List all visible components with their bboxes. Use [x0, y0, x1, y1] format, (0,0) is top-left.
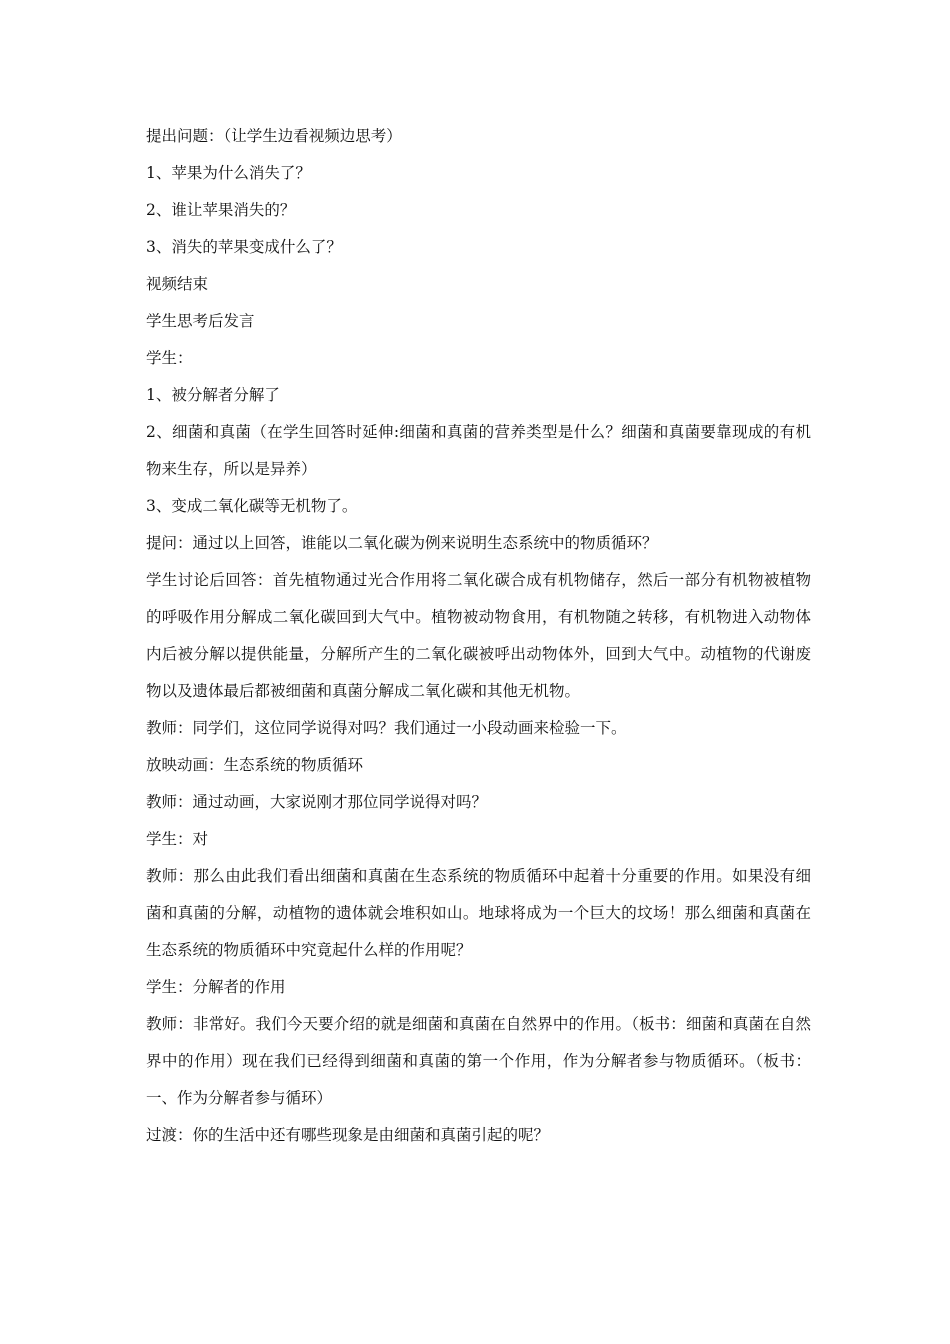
paragraph-question-prompt: 提出问题：（让学生边看视频边思考） [146, 127, 402, 145]
paragraph-question-3: 3、消失的苹果变成什么了？ [146, 238, 342, 256]
paragraph-teacher-ask: 教师：通过动画，大家说刚才那位同学说得对吗？ [146, 793, 488, 811]
paragraph-question-1: 1、苹果为什么消失了？ [146, 164, 311, 182]
paragraph-animation: 放映动画：生态系统的物质循环 [146, 756, 364, 774]
paragraph-answer-2: 2、细菌和真菌（在学生回答时延伸:细菌和真菌的营养类型是什么？细菌和真菌要靠现成的有机物来生存，所以是异养） [146, 423, 811, 478]
paragraph-answer-3: 3、变成二氧化碳等无机物了。 [146, 497, 358, 515]
paragraph-student-think: 学生思考后发言 [146, 312, 255, 330]
paragraph-student-role: 学生：分解者的作用 [146, 978, 286, 996]
paragraph-teacher-check: 教师：同学们，这位同学说得对吗？我们通过一小段动画来检验一下。 [146, 719, 627, 737]
paragraph-transition: 过渡：你的生活中还有哪些现象是由细菌和真菌引起的呢？ [146, 1126, 550, 1144]
paragraph-student-label: 学生： [146, 349, 193, 367]
paragraph-question-2: 2、谁让苹果消失的？ [146, 201, 296, 219]
paragraph-answer-1: 1、被分解者分解了 [146, 386, 280, 404]
document-body [146, 118, 811, 1154]
paragraph-student-discussion: 学生讨论后回答：首先植物通过光合作用将二氧化碳合成有机物储存，然后一部分有机物被植物的呼吸作用分解成二氧化碳回到大气中。植物被动物食用，有机物随之转移，有机物进入动物体内后被分解以提供能量，分解所产生的二氧化碳被呼出动物体外，回到大气中。动植物的代谢废物以及遗体最后都被细菌和真菌分解成二氧化碳和其他无机物。 [146, 571, 811, 700]
paragraph-teacher-summary: 教师：非常好。我们今天要介绍的就是细菌和真菌在自然界中的作用。（板书：细菌和真菌在自然界中的作用）现在我们已经得到细菌和真菌的第一个作用，作为分解者参与物质循环。（板书：一、作为分解者参与循环） [146, 1015, 811, 1107]
paragraph-student-yes: 学生：对 [146, 830, 209, 848]
paragraph-video-end: 视频结束 [146, 275, 209, 293]
paragraph-teacher-explain: 教师：那么由此我们看出细菌和真菌在生态系统的物质循环中起着十分重要的作用。如果没有细菌和真菌的分解，动植物的遗体就会堆积如山。地球将成为一个巨大的坟场！那么细菌和真菌在生态系统的物质循环中究竟起什么样的作用呢？ [146, 867, 811, 959]
paragraph-teacher-question: 提问：通过以上回答，谁能以二氧化碳为例来说明生态系统中的物质循环？ [146, 534, 658, 552]
